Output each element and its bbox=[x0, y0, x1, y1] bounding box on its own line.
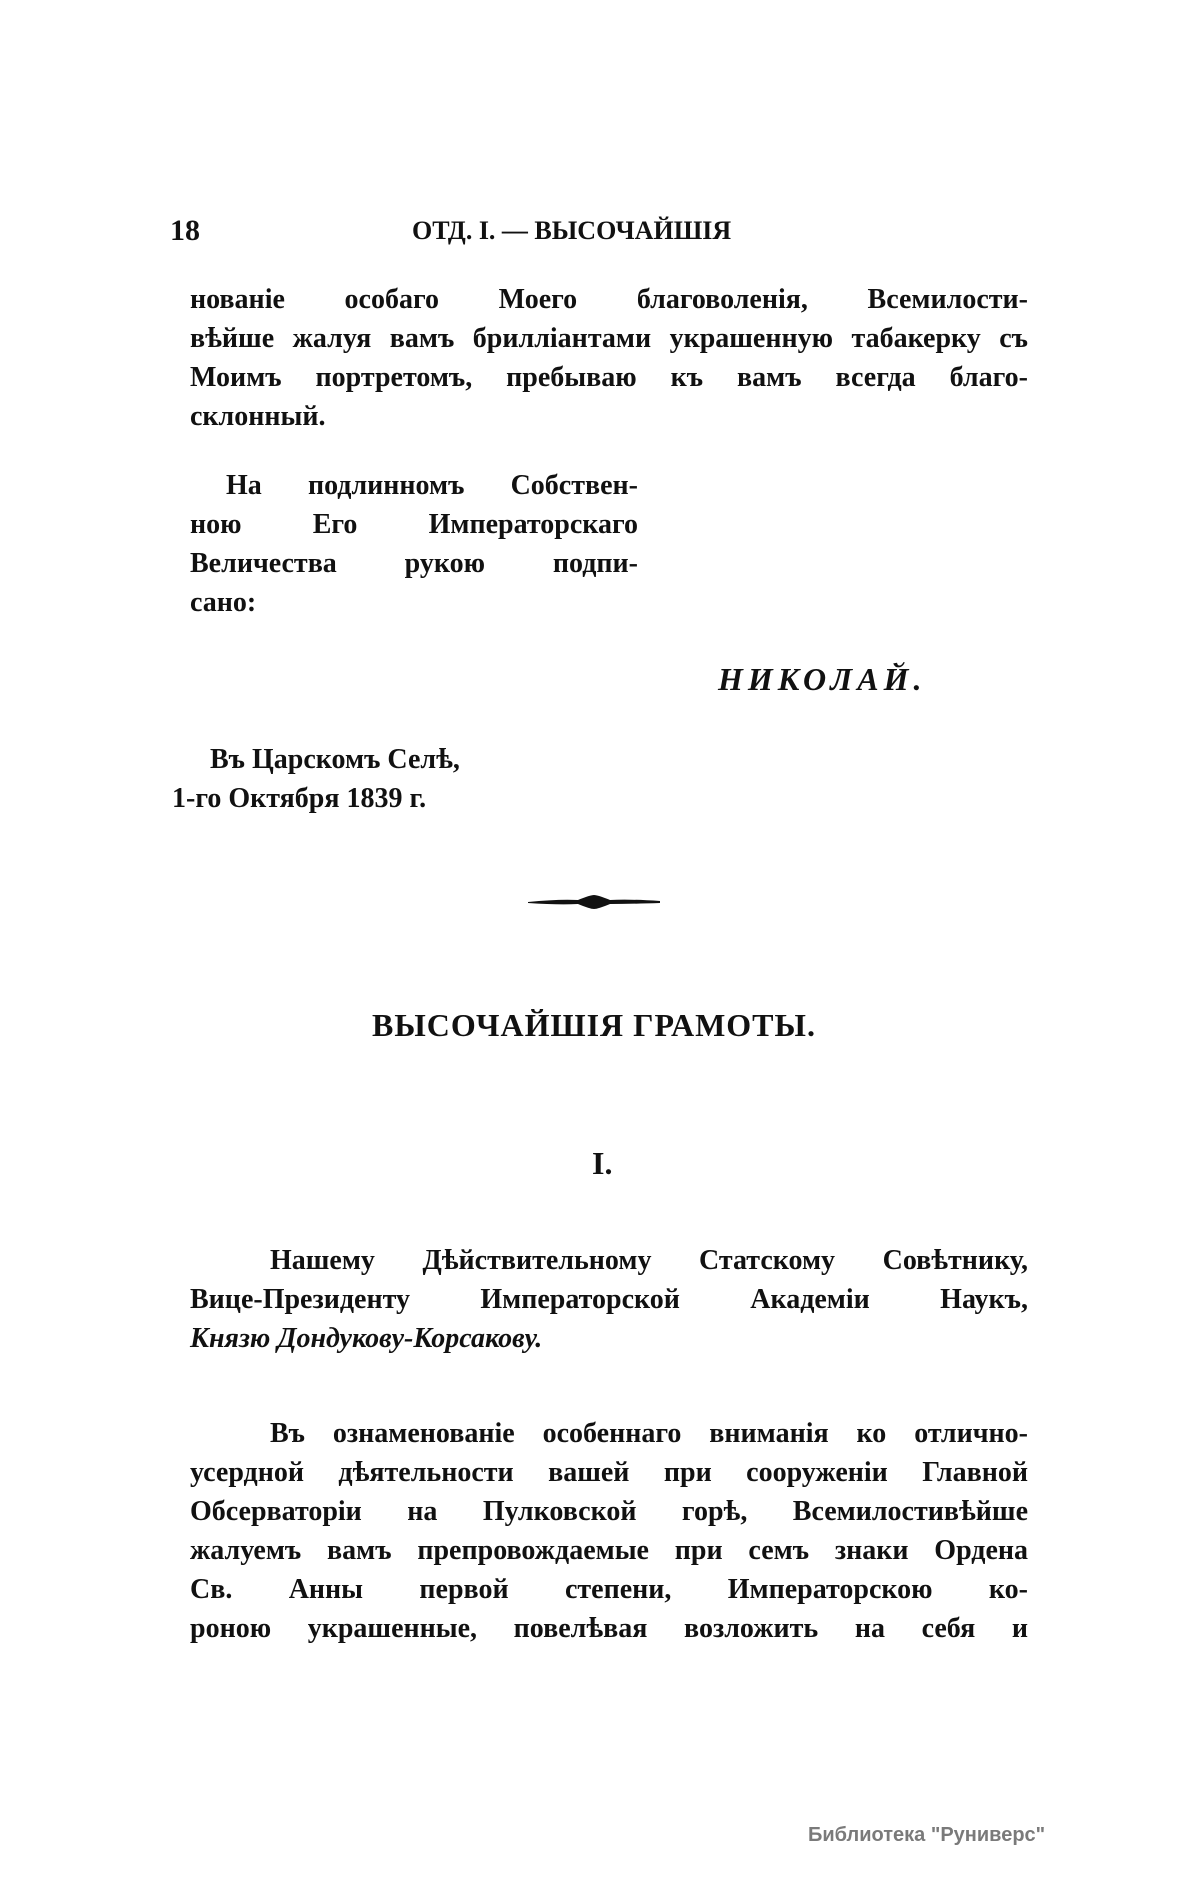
body-line: жалуемъ вамъ препровождаемые при семъ знаки Ордена bbox=[190, 1535, 1028, 1566]
text-line: вѣйше жалуя вамъ брилліантами украшенную табакерку съ bbox=[190, 323, 1028, 354]
place-line: Въ Царскомъ Селѣ, bbox=[210, 744, 460, 775]
note-line: ною Его Императорскаго bbox=[190, 509, 638, 540]
body-line: усердной дѣятельности вашей при сооруженіи Главной bbox=[190, 1457, 1028, 1488]
address-line: Нашему Дѣйствительному Статскому Совѣтнику, bbox=[270, 1245, 1028, 1276]
address-line: Князю Дондукову-Корсакову. bbox=[190, 1323, 543, 1354]
body-line: роною украшенные, повелѣвая возложить на себя и bbox=[190, 1613, 1028, 1644]
note-line: сано: bbox=[190, 587, 257, 618]
ornament-divider-icon bbox=[528, 893, 660, 911]
note-line: Величества рукою подпи- bbox=[190, 548, 638, 579]
date-line: 1-го Октября 1839 г. bbox=[172, 783, 427, 814]
note-line: На подлинномъ Собствен- bbox=[226, 470, 638, 501]
body-line: Обсерваторіи на Пулковской горѣ, Всемилостивѣйше bbox=[190, 1496, 1028, 1527]
library-watermark: Библиотека "Руниверс" bbox=[808, 1824, 1046, 1846]
text-line: склонный. bbox=[190, 401, 326, 432]
section-title: ВЫСОЧАЙШІЯ ГРАМОТЫ. bbox=[372, 1007, 816, 1043]
section-number: I. bbox=[592, 1145, 613, 1181]
body-line: Въ ознаменованіе особеннаго вниманія ко отлично- bbox=[270, 1418, 1028, 1449]
page-number: 18 bbox=[170, 214, 200, 247]
text-line: Моимъ портретомъ, пребываю къ вамъ всегда благо- bbox=[190, 362, 1028, 393]
body-line: Св. Анны первой степени, Императорскою ко- bbox=[190, 1574, 1028, 1605]
signature: НИКОЛАЙ. bbox=[718, 661, 927, 697]
text-line: нованіе особаго Моего благоволенія, Всемилости- bbox=[190, 284, 1028, 315]
running-title: ОТД. I. — ВЫСОЧАЙШІЯ bbox=[412, 216, 732, 245]
address-line: Вице-Президенту Императорской Академіи Наукъ, bbox=[190, 1284, 1028, 1315]
